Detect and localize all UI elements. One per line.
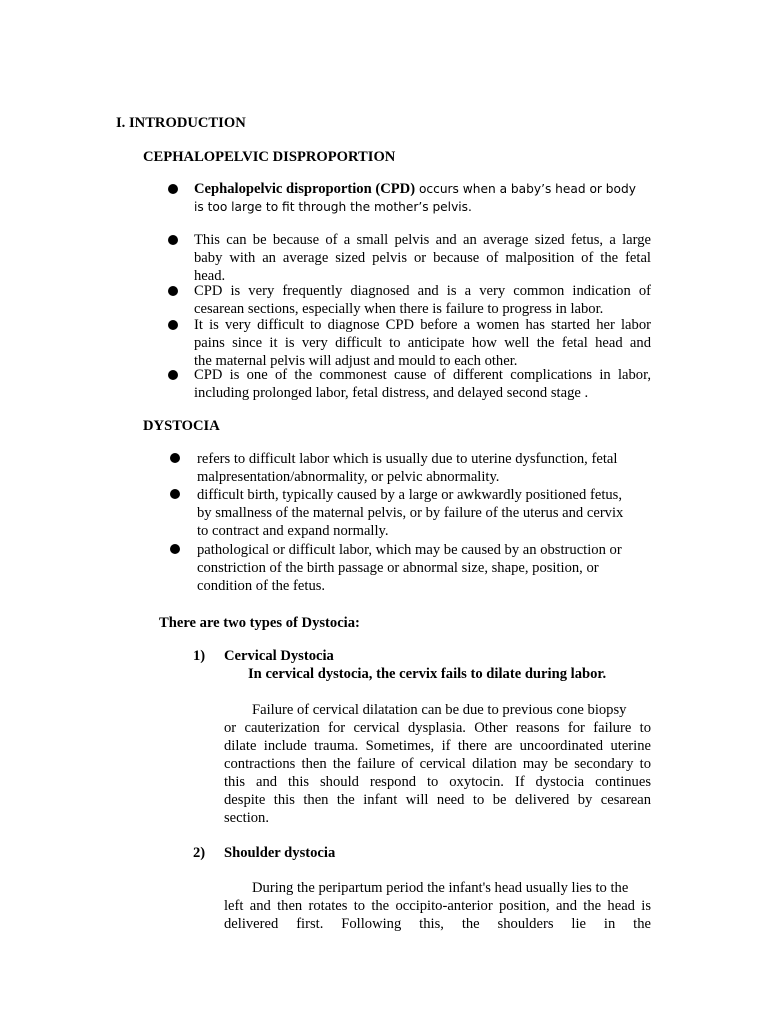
paragraph-line: dilate include trauma. Sometimes, if there are uncoordinated uterine bbox=[224, 738, 651, 754]
cpd-definition-text-line2: is too large to fit through the mother’s pelvis. bbox=[194, 200, 472, 214]
section-heading-introduction: I. INTRODUCTION bbox=[116, 115, 246, 131]
bullet-dot-icon bbox=[168, 320, 178, 330]
paragraph-line: or cauterization for cervical dysplasia. Other reasons for failure to bbox=[224, 720, 651, 736]
bullet-dot-icon bbox=[170, 489, 180, 499]
dystocia-bullet-3-line: condition of the fetus. bbox=[197, 578, 326, 594]
cpd-bullet-5 bbox=[194, 366, 651, 402]
cpd-bullet-2-line: head. bbox=[194, 268, 226, 284]
dystocia-bullet-1-line: refers to difficult labor which is usually due to uterine dysfunction, fetal bbox=[197, 451, 618, 467]
type-2-number: 2) bbox=[193, 845, 206, 861]
dystocia-bullet-1-line: malpresentation/abnormality, or pelvic abnormality. bbox=[197, 469, 500, 485]
paragraph-line: During the peripartum period the infant's head usually lies to the bbox=[252, 880, 629, 896]
cpd-bullet-2 bbox=[194, 231, 651, 285]
dystocia-bullet-1 bbox=[197, 450, 647, 486]
type-2-paragraph bbox=[224, 879, 651, 933]
cpd-definition-text: occurs when a baby’s head or body bbox=[415, 182, 636, 196]
cpd-bullet-4-line: the maternal pelvis will adjust and mould to each other. bbox=[194, 353, 518, 369]
paragraph-line: this and this should respond to oxytocin. If dystocia continues bbox=[224, 774, 651, 790]
dystocia-bullet-2-line: difficult birth, typically caused by a large or awkwardly positioned fetus, bbox=[197, 487, 622, 503]
type-1-number: 1) bbox=[193, 648, 206, 664]
bullet-dot-icon bbox=[170, 544, 180, 554]
cpd-bullet-2-line: baby with an average sized pelvis or because of malposition of the fetal bbox=[194, 250, 651, 266]
paragraph-line: left and then rotates to the occipito-anterior position, and the head is bbox=[224, 898, 651, 914]
dystocia-bullet-3-line: constriction of the birth passage or abnormal size, shape, position, or bbox=[197, 560, 599, 576]
cpd-bullet-3 bbox=[194, 282, 651, 318]
bullet-dot-icon bbox=[168, 184, 178, 194]
paragraph-line: despite this then the infant will need to be delivered by cesarean bbox=[224, 792, 651, 808]
heading-cephalopelvic-disproportion: CEPHALOPELVIC DISPROPORTION bbox=[143, 149, 396, 165]
bullet-dot-icon bbox=[168, 235, 178, 245]
cpd-bullet-3-line: cesarean sections, especially when there is failure to progress in labor. bbox=[194, 301, 604, 317]
bullet-dot-icon bbox=[168, 370, 178, 380]
cpd-bullet-3-line: CPD is very frequently diagnosed and is a very common indication of bbox=[194, 283, 651, 299]
bullet-dot-icon bbox=[170, 453, 180, 463]
dystocia-bullet-3-line: pathological or difficult labor, which may be caused by an obstruction or bbox=[197, 542, 622, 558]
type-1-paragraph bbox=[224, 701, 651, 827]
paragraph-line: Failure of cervical dilatation can be due to previous cone biopsy bbox=[252, 702, 627, 718]
cpd-bullet-5-line: including prolonged labor, fetal distress, and delayed second stage . bbox=[194, 385, 589, 401]
dystocia-bullet-2-line: by smallness of the maternal pelvis, or by failure of the uterus and cervix bbox=[197, 505, 624, 521]
type-1-subtitle: In cervical dystocia, the cervix fails to dilate during labor. bbox=[248, 666, 607, 682]
paragraph-line: delivered first. Following this, the shoulders lie in the bbox=[224, 916, 651, 932]
type-2-title: Shoulder dystocia bbox=[224, 845, 336, 861]
dystocia-bullet-3 bbox=[197, 541, 652, 595]
types-of-dystocia-heading: There are two types of Dystocia: bbox=[159, 615, 360, 631]
paragraph-line: section. bbox=[224, 810, 269, 826]
bullet-dot-icon bbox=[168, 286, 178, 296]
dystocia-bullet-2 bbox=[197, 486, 652, 540]
heading-dystocia: DYSTOCIA bbox=[143, 418, 220, 434]
cpd-bullet-4-line: It is very difficult to diagnose CPD before a women has started her labor bbox=[194, 317, 651, 333]
cpd-bullet-4 bbox=[194, 316, 651, 370]
cpd-bullet-1 bbox=[194, 180, 654, 216]
cpd-definition-term: Cephalopelvic disproportion (CPD) bbox=[194, 181, 416, 197]
cpd-bullet-4-line: pains since it is very difficult to anticipate how well the fetal head and bbox=[194, 335, 651, 351]
cpd-bullet-2-line: This can be because of a small pelvis and an average sized fetus, a large bbox=[194, 232, 651, 248]
paragraph-line: contractions then the failure of cervical dilation may be secondary to bbox=[224, 756, 651, 772]
type-1-title: Cervical Dystocia bbox=[224, 648, 334, 664]
dystocia-bullet-2-line: to contract and expand normally. bbox=[197, 523, 389, 539]
cpd-bullet-5-line: CPD is one of the commonest cause of different complications in labor, bbox=[194, 367, 651, 383]
